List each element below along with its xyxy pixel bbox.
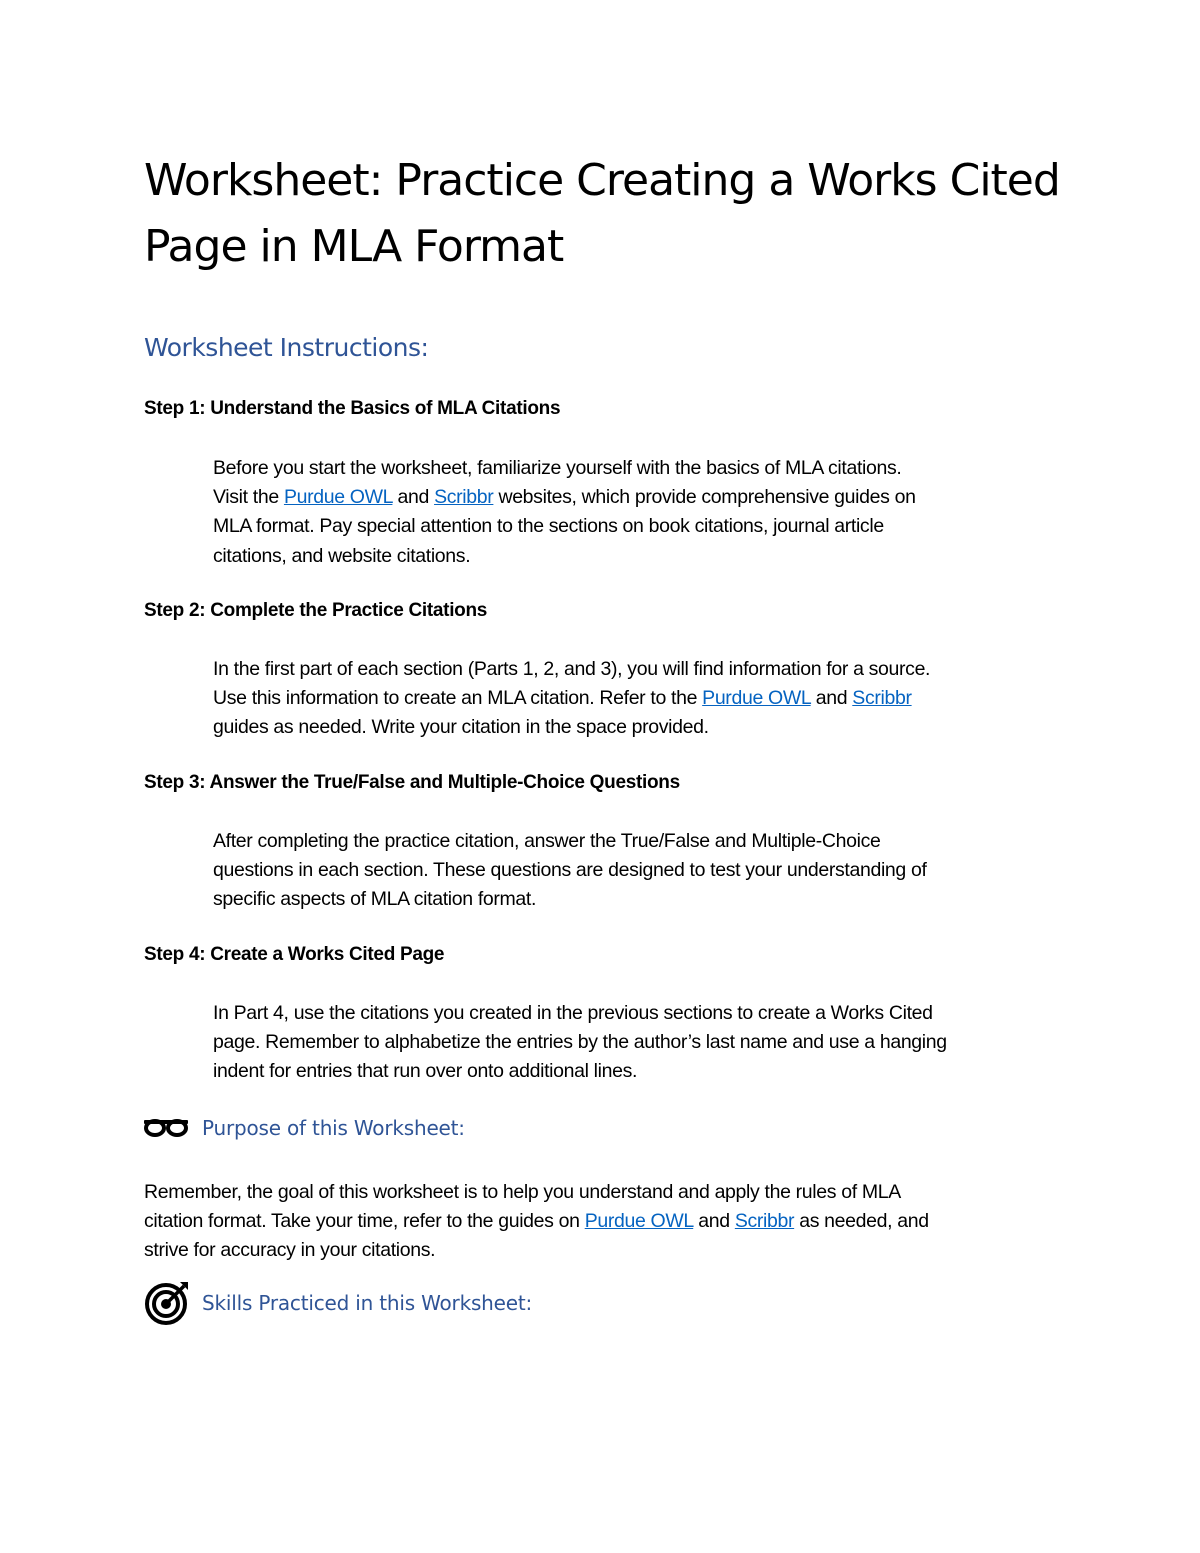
purdue-owl-link[interactable]: Purdue OWL xyxy=(584,1210,694,1233)
step-2-line-1: In the first part of each section (Parts 1, 2, and 3), you will find information for a source. xyxy=(213,658,931,680)
step-1-line-2-text-c: websites, which provide comprehensive guides on xyxy=(493,486,916,509)
step-1-line-3: MLA format. Pay special attention to the sections on book citations, journal article xyxy=(213,515,884,538)
step-4-body xyxy=(213,999,1083,1087)
step-3-line-2: questions in each section. These questions are designed to test your understanding of xyxy=(213,859,927,882)
step-3-line-1: After completing the practice citation, answer the True/False and Multiple-Choice xyxy=(213,830,881,852)
step-3-line-3: specific aspects of MLA citation format. xyxy=(213,888,537,911)
instructions-heading: Worksheet Instructions: xyxy=(144,333,429,362)
scribbr-link[interactable]: Scribbr xyxy=(852,687,912,710)
step-2-line-3: guides as needed. Write your citation in the space provided. xyxy=(213,716,709,739)
page-title-line-1: Worksheet: Practice Creating a Works Cited xyxy=(144,155,1060,206)
purpose-heading-row xyxy=(144,1116,465,1140)
step-3-heading: Step 3: Answer the True/False and Multiple-Choice Questions xyxy=(144,772,680,793)
step-1-line-4: citations, and website citations. xyxy=(213,544,471,567)
purpose-line-2-text-a: citation format. Take your time, refer to the guides on xyxy=(144,1210,585,1233)
purpose-line-2 xyxy=(144,1207,1084,1236)
step-2-line-2-text-a: Use this information to create an MLA citation. Refer to the xyxy=(213,687,703,710)
purpose-body xyxy=(144,1178,1084,1266)
scribbr-link[interactable]: Scribbr xyxy=(434,486,494,509)
step-4-heading: Step 4: Create a Works Cited Page xyxy=(144,944,445,965)
purpose-line-3: strive for accuracy in your citations. xyxy=(144,1239,436,1262)
purpose-heading: Purpose of this Worksheet: xyxy=(202,1116,465,1140)
scribbr-link[interactable]: Scribbr xyxy=(734,1210,795,1233)
page-title xyxy=(144,148,1084,280)
step-4-line-1: In Part 4, use the citations you created in the previous sections to create a Works Cited xyxy=(213,1002,933,1024)
step-1-line-2-text-b: and xyxy=(392,486,435,509)
purpose-line-2-text-c: as needed, and xyxy=(794,1210,929,1233)
step-1-body xyxy=(213,454,1083,571)
purpose-line-1: Remember, the goal of this worksheet is to help you understand and apply the rules of MLA xyxy=(144,1181,901,1203)
page-title-line-2: Page in MLA Format xyxy=(144,221,564,272)
step-2-line-2-text-b: and xyxy=(810,687,853,710)
glasses-icon xyxy=(144,1117,188,1139)
purpose-line-2-text-b: and xyxy=(693,1210,735,1233)
step-2-body xyxy=(213,655,1083,743)
step-2-line-2 xyxy=(213,684,1083,713)
step-4-line-2: page. Remember to alphabetize the entries by the author’s last name and use a hanging xyxy=(213,1031,947,1054)
step-1-line-2 xyxy=(213,483,1083,512)
step-1-line-2-text-a: Visit the xyxy=(213,486,284,509)
step-1-heading: Step 1: Understand the Basics of MLA Citations xyxy=(144,398,561,419)
step-4-line-3: indent for entries that run over onto additional lines. xyxy=(213,1060,638,1083)
skills-heading: Skills Practiced in this Worksheet: xyxy=(202,1291,533,1315)
step-2-heading: Step 2: Complete the Practice Citations xyxy=(144,600,488,621)
purdue-owl-link[interactable]: Purdue OWL xyxy=(702,687,811,710)
step-3-body xyxy=(213,827,1083,915)
skills-heading-row xyxy=(144,1280,532,1326)
target-icon xyxy=(144,1280,190,1326)
step-1-line-1: Before you start the worksheet, familiarize yourself with the basics of MLA citations. xyxy=(213,457,902,479)
purdue-owl-link[interactable]: Purdue OWL xyxy=(283,486,393,509)
